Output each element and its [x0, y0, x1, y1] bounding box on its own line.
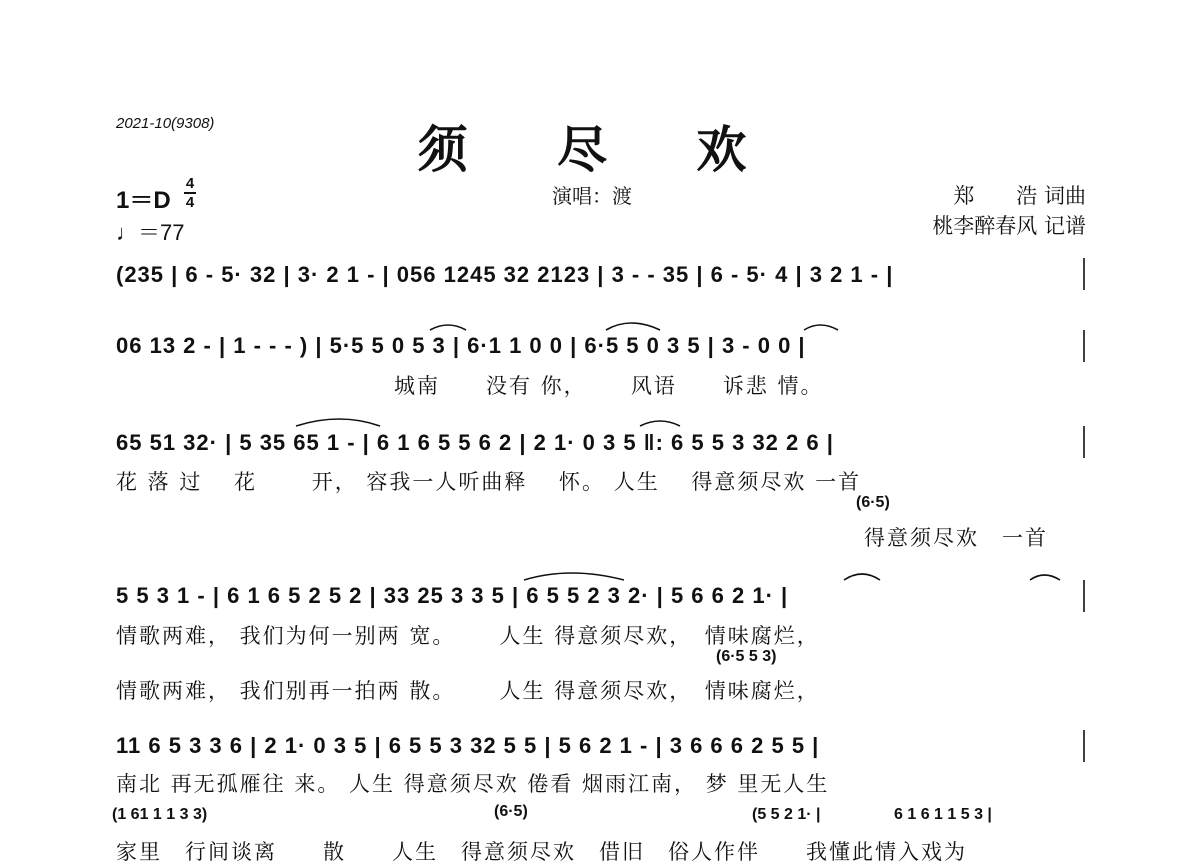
- score-line-5: 11 6 5 3 3 6 | 2 1· 0 3 5 | 6 5 5 3 32 5 5 | 5 6 2 1 - | 3 6 6 6 2 5 5 |: [116, 733, 820, 758]
- transcriber-credit: 桃李醉春风 记谱: [932, 214, 1086, 238]
- lyric-line-4b: 情歌两难， 我们别再一拍两 散。 人生 得意须尽欢， 情味腐烂，: [116, 679, 820, 703]
- author-credit: 郑 浩 词曲: [953, 184, 1086, 208]
- document-code: 2021-10(9308): [116, 115, 215, 132]
- alt-notes-5c: (5 5 2 1· |: [752, 806, 821, 823]
- score-line-6: 6 1 6 1 1 5 3 |: [894, 806, 992, 823]
- alt-notes-5b: (6·5): [494, 803, 528, 820]
- lyric-line-3b: 得意须尽欢 一首: [864, 526, 1048, 550]
- lyric-line-2: 城南 没有 你， 风语 诉悲 情。: [394, 374, 824, 398]
- lyric-line-4a: 情歌两难， 我们为何一别两 宽。 人生 得意须尽欢， 情味腐烂，: [116, 624, 820, 648]
- score-line-2: 06 13 2 - | 1 - - - ) | 5·5 5 0 5 3 | 6·1 1 0 0 | 6·5 5 0 3 5 | 3 - 0 0 |: [116, 333, 806, 358]
- score-line-4: 5 5 3 1 - | 6 1 6 5 2 5 2 | 33 25 3 3 5 | 6 5 5 2 3 2· | 5 6 6 2 1· |: [116, 583, 789, 608]
- lyric-line-3a: 花 落 过 花 开， 容我一人听曲释 怀。 人生 得意须尽欢 一首: [116, 470, 862, 494]
- alt-notes-3: (6·5): [856, 494, 890, 511]
- key-signature: 1＝D: [116, 187, 171, 214]
- quarter-note-icon: ♩: [116, 220, 138, 245]
- time-signature-top: 4: [185, 175, 195, 192]
- score-line-1: (235 | 6 - 5· 32 | 3· 2 1 - | 056 1245 32 2123 | 3 - - 35 | 6 - 5· 4 | 3 2 1 - |: [116, 262, 894, 287]
- lyric-line-5: 南北 再无孤雁往 来。 人生 得意须尽欢 倦看 烟雨江南， 梦 里无人生: [116, 772, 830, 796]
- score-line-3: 65 51 32· | 5 35 65 1 - | 6 1 6 5 5 6 2 | 2 1· 0 3 5 ‖: 6 5 5 3 32 2 6 |: [116, 430, 834, 455]
- tempo-value: ＝77: [138, 220, 185, 245]
- lyric-line-6: 家里 行间谈离 散 人生 得意须尽欢 借旧 俗人作伴 我懂此情入戏为: [116, 840, 967, 864]
- alt-notes-5a: (1 61 1 1 3 3): [112, 806, 208, 823]
- song-title: 须 尽 欢: [417, 120, 783, 179]
- singer-credit: 演唱：渡: [552, 184, 632, 208]
- time-signature-bottom: 4: [185, 194, 195, 211]
- alt-notes-4: (6·5 5 3): [716, 648, 777, 665]
